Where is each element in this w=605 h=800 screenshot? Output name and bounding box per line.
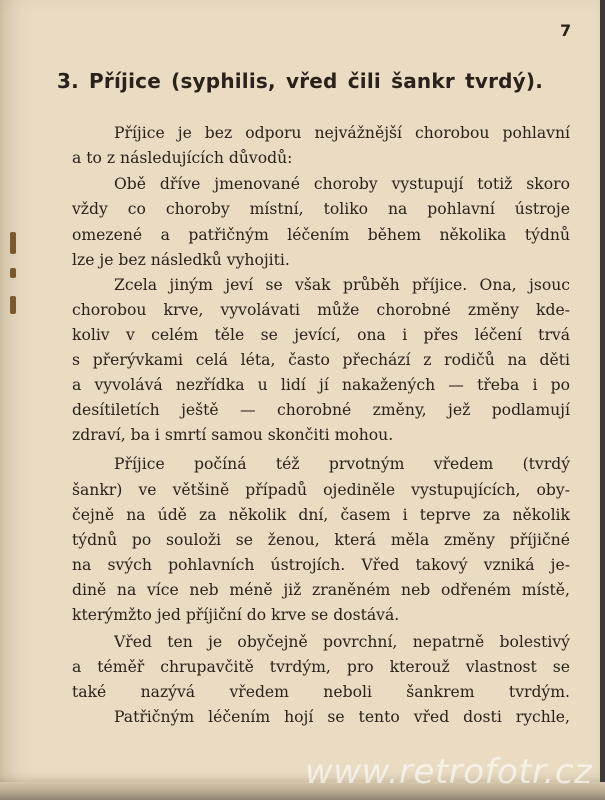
body-line: dině na více neb méně již zraněném neb odřeném místě, bbox=[72, 581, 570, 599]
body-line: Patřičným léčením hojí se tento vřed dosti rychle, bbox=[114, 708, 570, 726]
body-line: zdraví, ba i smrtí samou skončiti mohou. bbox=[72, 426, 394, 444]
spine-stain bbox=[10, 268, 16, 278]
body-line: na svých pohlavních ústrojích. Vřed takový vzniká je- bbox=[72, 556, 570, 574]
body-line: čejně na údě za několik dní, časem i teprve za několik bbox=[72, 506, 570, 524]
body-line: koliv v celém těle se jevící, ona i přes léčení trvá bbox=[72, 326, 570, 344]
body-line: Příjice je bez odporu nejvážnější chorobou pohlavní bbox=[114, 124, 570, 142]
body-line: lze je bez následků vyhojiti. bbox=[72, 251, 290, 269]
body-line: vždy co choroby místní, toliko na pohlavní ústroje bbox=[72, 200, 570, 218]
body-line: také nazývá vředem neboli šankrem tvrdým. bbox=[72, 683, 570, 701]
body-line: s přerývkami celá léta, často přechází z rodičů na děti bbox=[72, 351, 570, 369]
body-line: Vřed ten je obyčejně povrchní, nepatrně bolestivý bbox=[114, 633, 570, 651]
body-line: týdnů po souloži se ženou, která měla změny příjičné bbox=[72, 531, 570, 549]
body-line: Zcela jiným jeví se však průběh příjice. Ona, jsouc bbox=[114, 276, 570, 294]
body-line: šankr) ve většině případů ojediněle vystupujících, oby- bbox=[72, 481, 570, 499]
body-line: omezené a patřičným léčením během několika týdnů bbox=[72, 226, 570, 244]
body-line: Obě dříve jmenované choroby vystupují totiž skoro bbox=[114, 175, 570, 193]
body-line: a vyvolává nezřídka u lidí jí nakažených — třeba i po bbox=[72, 376, 570, 394]
chapter-title: 3. Příjice (syphilis, vřed čili šankr tvrdý). bbox=[56, 69, 544, 93]
body-line: a téměř chrupavčitě tvrdým, pro kterouž vlastnost se bbox=[72, 658, 570, 676]
body-line: desítiletích ještě — chorobné změny, jež podlamují bbox=[72, 401, 570, 419]
page-number: 7 bbox=[560, 21, 572, 40]
body-line: Příjice počíná též prvotným vředem (tvrdý bbox=[114, 455, 570, 473]
spine-stain bbox=[10, 232, 16, 254]
body-line: kterýmžto jed příjiční do krve se dostává. bbox=[72, 606, 400, 624]
body-line: chorobou krve, vyvolávati může chorobné změny kde- bbox=[72, 301, 570, 319]
body-line: a to z následujících důvodů: bbox=[72, 149, 293, 167]
spine-stain bbox=[10, 296, 16, 314]
watermark: www.retrofotr.cz bbox=[305, 752, 593, 792]
